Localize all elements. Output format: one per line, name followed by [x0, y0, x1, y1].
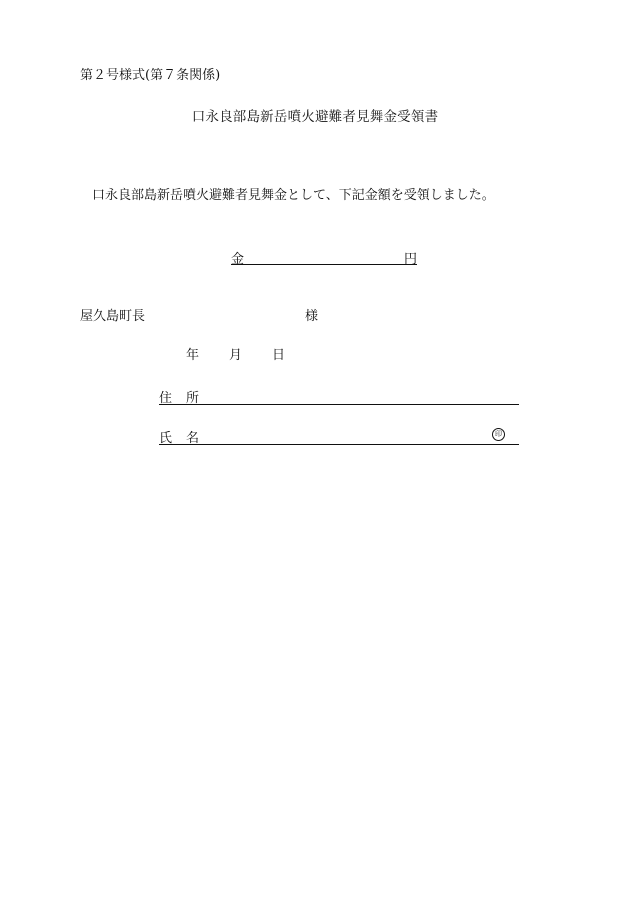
addressee: 屋久島町長: [80, 309, 146, 324]
date-year: 年: [186, 348, 200, 363]
seal-icon: 印: [492, 428, 505, 441]
address-label: 住 所: [159, 391, 200, 406]
form-number: 第２号様式(第７条関係): [80, 68, 221, 83]
amount-suffix: 円: [403, 252, 417, 267]
date-row: [186, 348, 285, 364]
document-title: 口永良部島新岳噴火避難者見舞金受領書: [191, 109, 439, 125]
name-label: 氏 名: [159, 431, 200, 446]
amount-prefix: 金: [231, 252, 245, 267]
amount-field: [231, 248, 417, 265]
date-day: 日: [272, 348, 286, 363]
address-field: [159, 387, 519, 405]
date-month: 月: [229, 348, 243, 363]
name-field: [159, 427, 519, 445]
honorific: 様: [305, 309, 319, 324]
receipt-statement: 口永良部島新岳噴火避難者見舞金として、下記金額を受領しました。: [92, 188, 495, 203]
